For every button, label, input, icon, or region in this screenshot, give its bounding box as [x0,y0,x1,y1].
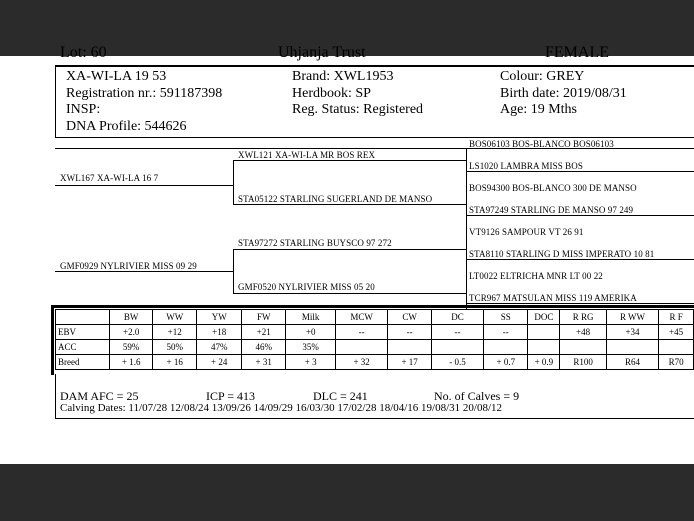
ebv-cell: + 16 [152,355,197,370]
ebv-cell: +2.0 [110,325,153,340]
sire-bracket [233,160,234,204]
ssd-name: LS1020 LAMBRA MISS BOS [469,161,583,171]
dd-line [233,293,466,294]
ebv-top-border [53,305,694,308]
dam-bracket [233,249,234,293]
ebv-cell: -- [388,325,431,340]
dam-name: GMF0929 NYLRIVIER MISS 09 29 [60,261,197,271]
age: Age: 19 Mths [500,102,577,117]
ebv-cell [606,340,658,355]
sire-name: XWL167 XA-WI-LA 16 7 [60,173,159,183]
ebv-cell: +48 [560,325,607,340]
owner-name: Uhjanja Trust [278,44,366,61]
dam-dam-name: GMF0520 NYLRIVIER MISS 05 20 [238,282,375,292]
sds-name: BOS94300 BOS-BLANCO 300 DE MANSO [469,183,637,193]
lot-number: Lot: 60 [60,44,107,61]
ebv-cell: R70 [659,355,694,370]
ebv-header-cell: FW [241,310,286,325]
dam-afc: DAM AFC = 25 [60,389,139,403]
ebv-cell: + 0.9 [528,355,560,370]
ebv-cell: + 0.7 [484,355,528,370]
ebv-header-cell: MCW [335,310,387,325]
dss-name: VT9126 SAMPOUR VT 26 91 [469,227,584,237]
dd-bracket-line [466,303,694,304]
dsd-name: STA8110 STARLING D MISS IMPERATO 10 81 [469,249,655,259]
colour: Colour: GREY [500,69,585,84]
ds-bracket-line [466,259,694,260]
ebv-cell [388,340,431,355]
herdbook: Herdbook: SP [292,86,371,101]
ebv-header-cell: R WW [606,310,658,325]
birth-date: Birth date: 2019/08/31 [500,86,627,101]
ebv-header-cell: R F [659,310,694,325]
sss-name: BOS06103 BOS-BLANCO BOS06103 [469,139,614,149]
no-of-calves: No. of Calves = 9 [434,389,520,403]
ebv-cell: + 31 [241,355,286,370]
ebv-cell: 46% [241,340,286,355]
brand: Brand: XWL1953 [292,69,394,84]
ebv-cell: R64 [606,355,658,370]
sd-line [233,204,466,205]
ebv-cell [560,340,607,355]
ebv-cell: 59% [110,340,153,355]
ebv-cell: EBV [56,325,110,340]
dam-line [55,271,233,272]
ds-line [233,249,466,250]
ebv-cell [335,340,387,355]
ebv-cell: +18 [197,325,242,340]
ebv-cell: + 17 [388,355,431,370]
ebv-cell: ACC [56,340,110,355]
ebv-cell [484,340,528,355]
header-bottom-border [55,137,694,138]
ebv-cell: +21 [241,325,286,340]
sire-line [55,185,233,186]
ebv-cell: + 24 [197,355,242,370]
ebv-cell [659,340,694,355]
ebv-cell: -- [335,325,387,340]
dlc: DLC = 241 [313,389,368,403]
ebv-cell: -- [484,325,528,340]
sdd-name: STA97249 STARLING DE MANSO 97 249 [469,205,634,215]
ebv-cell [528,340,560,355]
sex-label: FEMALE [545,44,609,61]
ebv-cell [528,325,560,340]
ebv-header-cell: YW [197,310,242,325]
grandparent-divider [466,148,467,310]
icp: ICP = 413 [206,389,255,403]
ebv-row [56,325,694,340]
acc-row [56,340,694,355]
ebv-table [55,309,694,370]
insp-label: INSP: [66,102,101,117]
ebv-header-cell: BW [110,310,153,325]
ebv-cell: -- [431,325,483,340]
breed-row [56,355,694,370]
sd-bracket-line [466,215,694,216]
sire-sire-name: XWL121 XA-WI-LA MR BOS REX [238,150,376,160]
ebv-cell: +0 [286,325,335,340]
ebv-cell: +12 [152,325,197,340]
ebv-cell: 35% [286,340,335,355]
ebv-cell [431,340,483,355]
ebv-cell: - 0.5 [431,355,483,370]
ebv-header-cell: WW [152,310,197,325]
ebv-header-cell: SS [484,310,528,325]
ss-bracket-line [466,171,694,172]
ebv-cell: + 32 [335,355,387,370]
reg-status: Reg. Status: Registered [292,102,424,117]
ebv-left-border [51,305,54,375]
dna-profile: DNA Profile: 544626 [66,119,187,134]
ebv-header-cell: R RG [560,310,607,325]
footer-left-border [55,374,56,419]
ebv-cell: Breed [56,355,110,370]
ddd-name: TCR967 MATSULAN MISS 119 AMERIKA [469,293,637,303]
pedigree-document [0,44,694,464]
ebv-cell: +34 [606,325,658,340]
footer-bottom-border [55,418,694,419]
dds-name: LT0022 ELTRICHA MNR LT 00 22 [469,271,603,281]
ebv-header-cell: DC [431,310,483,325]
registration-number: Registration nr.: 591187398 [66,86,223,101]
header-top-border [55,65,694,67]
ebv-cell: + 1.6 [110,355,153,370]
ebv-cell: 47% [197,340,242,355]
ss-line [233,160,466,161]
calving-dates: Calving Dates: 11/07/28 12/08/24 13/09/26 14/09/29 16/03/30 17/02/28 18/04/16 19/08/31 20/08/12 [60,402,503,414]
ebv-header-row [56,310,694,325]
ebv-header-cell: CW [388,310,431,325]
ebv-cell: R100 [560,355,607,370]
dam-sire-name: STA97272 STARLING BUYSCO 97 272 [238,238,392,248]
ebv-header-cell: DOC [528,310,560,325]
animal-name: XA-WI-LA 19 53 [66,69,167,84]
ebv-header-cell [56,310,110,325]
ebv-cell: +45 [659,325,694,340]
ebv-cell: + 3 [286,355,335,370]
sire-dam-name: STA05122 STARLING SUGERLAND DE MANSO [238,194,433,204]
ebv-header-cell: Milk [286,310,335,325]
ebv-cell: 50% [152,340,197,355]
header-left-border [55,65,56,138]
